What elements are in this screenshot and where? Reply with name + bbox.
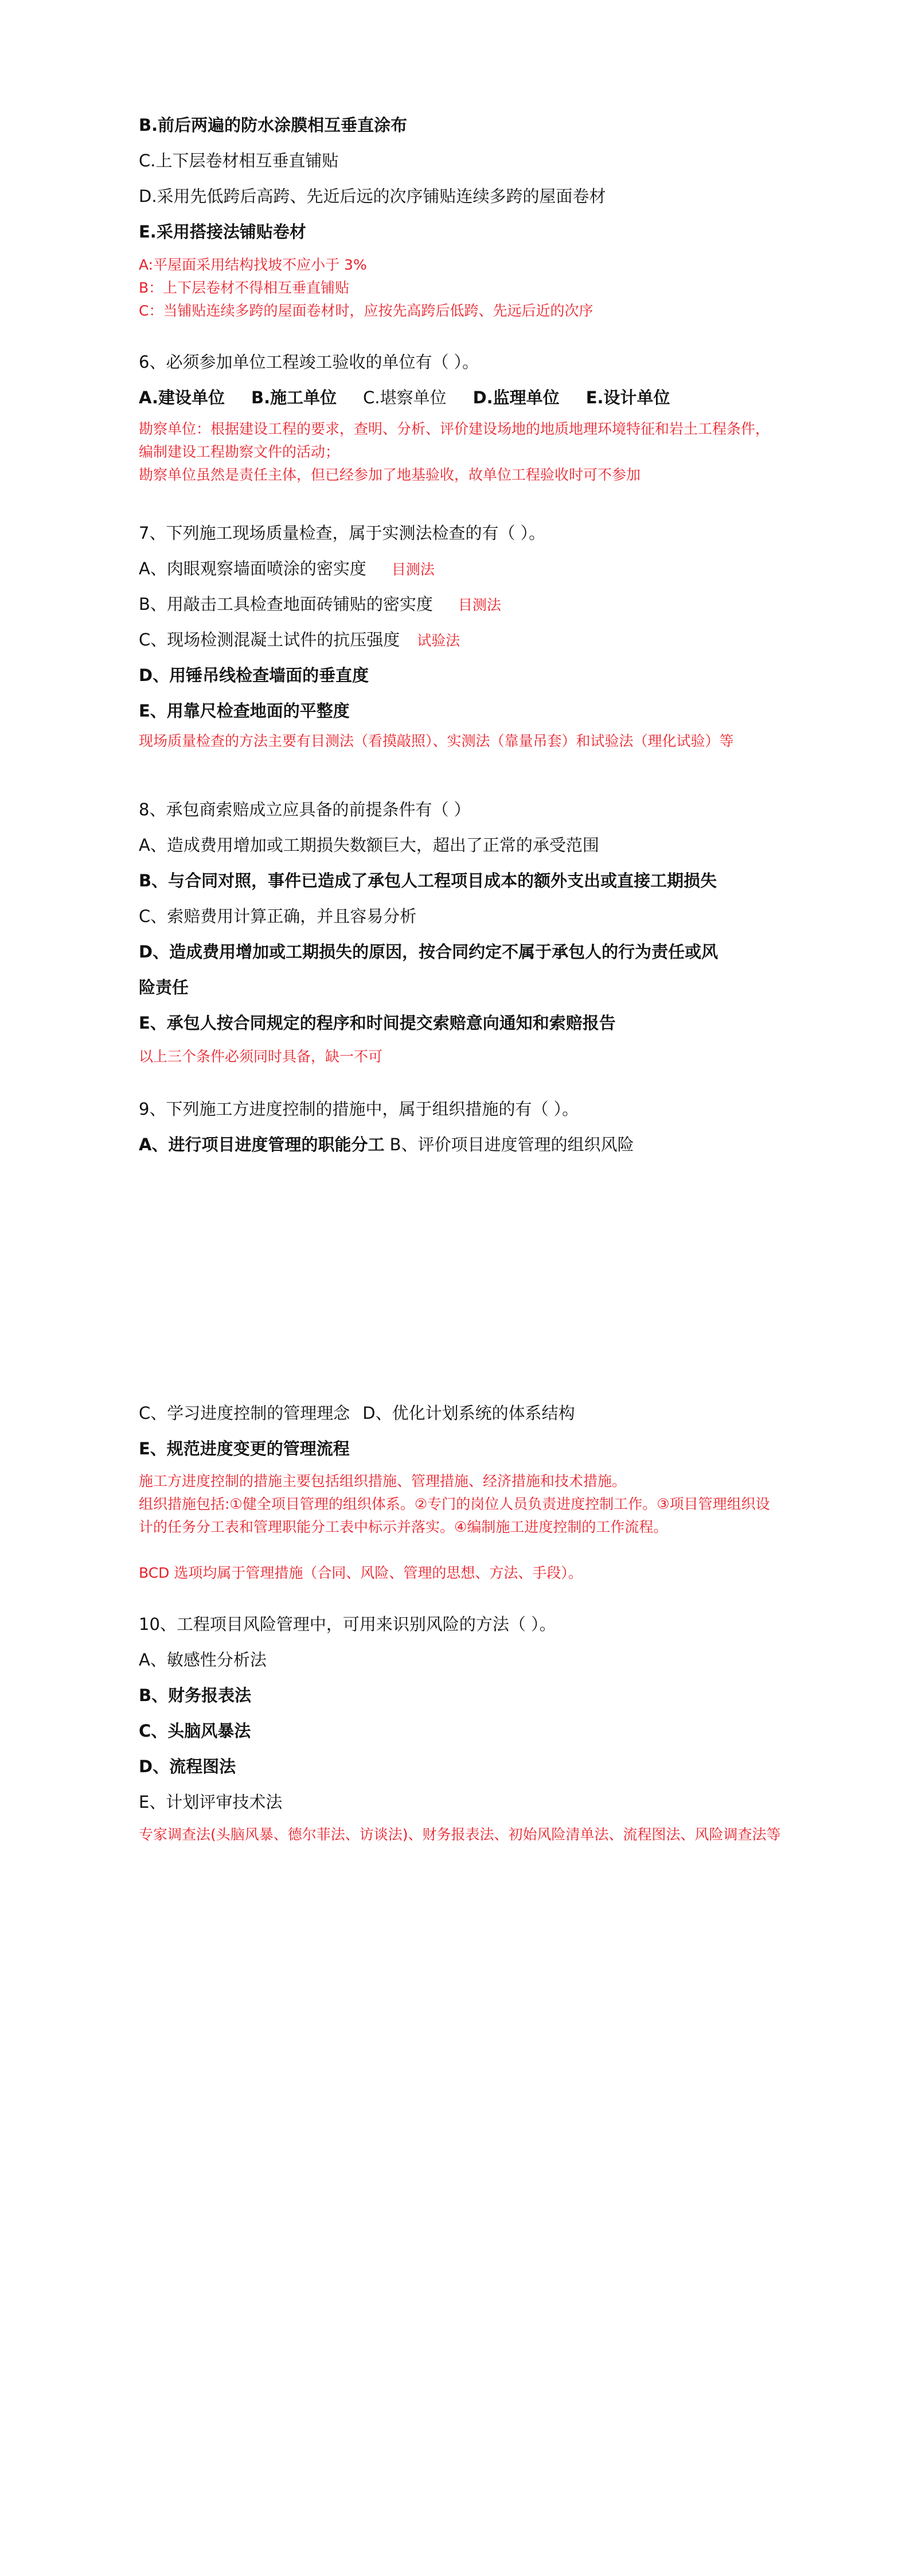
q7-option-d: D、用锤吊线检查墙面的垂直度 [139, 666, 369, 685]
q7-option-a-tag: 目测法 [391, 561, 435, 578]
q7-option-b-tag: 目测法 [458, 597, 501, 613]
q6-option-a: A.建设单位 [139, 388, 225, 407]
q8-option-c: C、索赔费用计算正确，并且容易分析 [139, 906, 417, 926]
q9-option-e: E、规范进度变更的管理流程 [139, 1439, 350, 1458]
q9-note-2: 组织措施包括:①健全项目管理的组织体系。②专门的岗位人员负责进度控制工作。③项目管理组织设计的任务分工表和管理职能分工表中标示并落实。④编制施工进度控制的工作流程。 [139, 1496, 770, 1535]
q8-option-d-line1: D、造成费用增加或工期损失的原因，按合同约定不属于承包人的行为责任或风 [139, 942, 718, 962]
q7-option-b [139, 586, 781, 623]
q5-note-c: C：当铺贴连续多跨的屋面卷材时，应按先高跨后低跨、先远后近的次序 [139, 302, 593, 319]
q7-note: 现场质量检查的方法主要有目测法（看摸敲照）、实测法（靠量吊套）和试验法（理化试验）等 [139, 733, 734, 749]
q9-option-a: A、进行项目进度管理的职能分工 [139, 1135, 385, 1154]
q6-option-e: E.设计单位 [585, 388, 670, 407]
q10-option-a: A、敏感性分析法 [139, 1650, 267, 1670]
q5-option-e: E.采用搭接法铺贴卷材 [139, 222, 306, 242]
q6-question: 6、必须参加单位工程竣工验收的单位有（ ）。 [139, 352, 479, 372]
q10-option-d: D、流程图法 [139, 1757, 236, 1776]
q7-option-a [139, 551, 781, 587]
q6-options [139, 380, 781, 415]
q8-option-b: B、与合同对照，事件已造成了承包人工程项目成本的额外支出或直接工期损失 [139, 871, 717, 890]
q8-question: 8、承包商索赔成立应具备的前提条件有（ ） [139, 800, 471, 819]
q6-note-2: 勘察单位虽然是责任主体，但已经参加了地基验收，故单位工程验收时可不参加 [139, 466, 641, 483]
q6-option-c: C.堪察单位 [363, 388, 447, 407]
q6-option-b: B.施工单位 [251, 388, 337, 407]
q7-option-a-text: A、肉眼观察墙面喷涂的密实度 [139, 559, 366, 578]
q10-note: 专家调查法(头脑风暴、德尔菲法、访谈法)、财务报表法、初始风险清单法、流程图法、风险调查法等 [139, 1826, 781, 1843]
q7-option-c [139, 622, 781, 659]
q10-question: 10、工程项目风险管理中，可用来识别风险的方法（ ）。 [139, 1614, 556, 1634]
q10-option-b: B、财务报表法 [139, 1686, 252, 1705]
q8-option-d-line2: 险责任 [139, 978, 189, 997]
q7-question: 7、下列施工现场质量检查，属于实测法检查的有（ ）。 [139, 523, 546, 543]
q5-option-b: B.前后两遍的防水涂膜相互垂直涂布 [139, 115, 408, 135]
q9-option-d: D、优化计划系统的体系结构 [362, 1403, 575, 1423]
q8-option-a: A、造成费用增加或工期损失数额巨大，超出了正常的承受范围 [139, 835, 599, 855]
q9-option-b: B、评价项目进度管理的组织风险 [389, 1135, 634, 1154]
q9-note-1: 施工方进度控制的措施主要包括组织措施、管理措施、经济措施和技术措施。 [139, 1473, 627, 1489]
q5-option-c: C.上下层卷材相互垂直铺贴 [139, 151, 339, 170]
q9-question: 9、下列施工方进度控制的措施中，属于组织措施的有（ ）。 [139, 1099, 579, 1119]
q9-options-cd [139, 1395, 781, 1431]
q8-note: 以上三个条件必须同时具备，缺一不可 [139, 1048, 383, 1065]
q8-option-e: E、承包人按合同规定的程序和时间提交索赔意向通知和索赔报告 [139, 1013, 616, 1033]
q6-option-d: D.监理单位 [472, 388, 560, 407]
q9-option-c: C、学习进度控制的管理理念 [139, 1403, 350, 1423]
q10-option-c: C、头脑风暴法 [139, 1721, 251, 1741]
q6-note-1: 勘察单位：根据建设工程的要求，查明、分析、评价建设场地的地质地理环境特征和岩土工程条件，编制建设工程勘察文件的活动； [139, 421, 770, 460]
q7-option-c-text: C、现场检测混凝土试件的抗压强度 [139, 630, 400, 649]
q7-option-c-tag: 试验法 [417, 632, 460, 649]
q9-options-ab [139, 1127, 781, 1162]
q5-option-d: D.采用先低跨后高跨、先近后远的次序铺贴连续多跨的屋面卷材 [139, 186, 606, 206]
q7-option-e: E、用靠尺检查地面的平整度 [139, 701, 350, 721]
q5-note-b: B：上下层卷材不得相互垂直铺贴 [139, 279, 350, 296]
q5-note-a: A:平屋面采用结构找坡不应小于 3% [139, 256, 367, 273]
q7-option-b-text: B、用敲击工具检查地面砖铺贴的密实度 [139, 594, 433, 614]
q10-option-e: E、计划评审技术法 [139, 1792, 283, 1812]
q9-note-3: BCD 选项均属于管理措施（合同、风险、管理的思想、方法、手段）。 [139, 1565, 583, 1581]
